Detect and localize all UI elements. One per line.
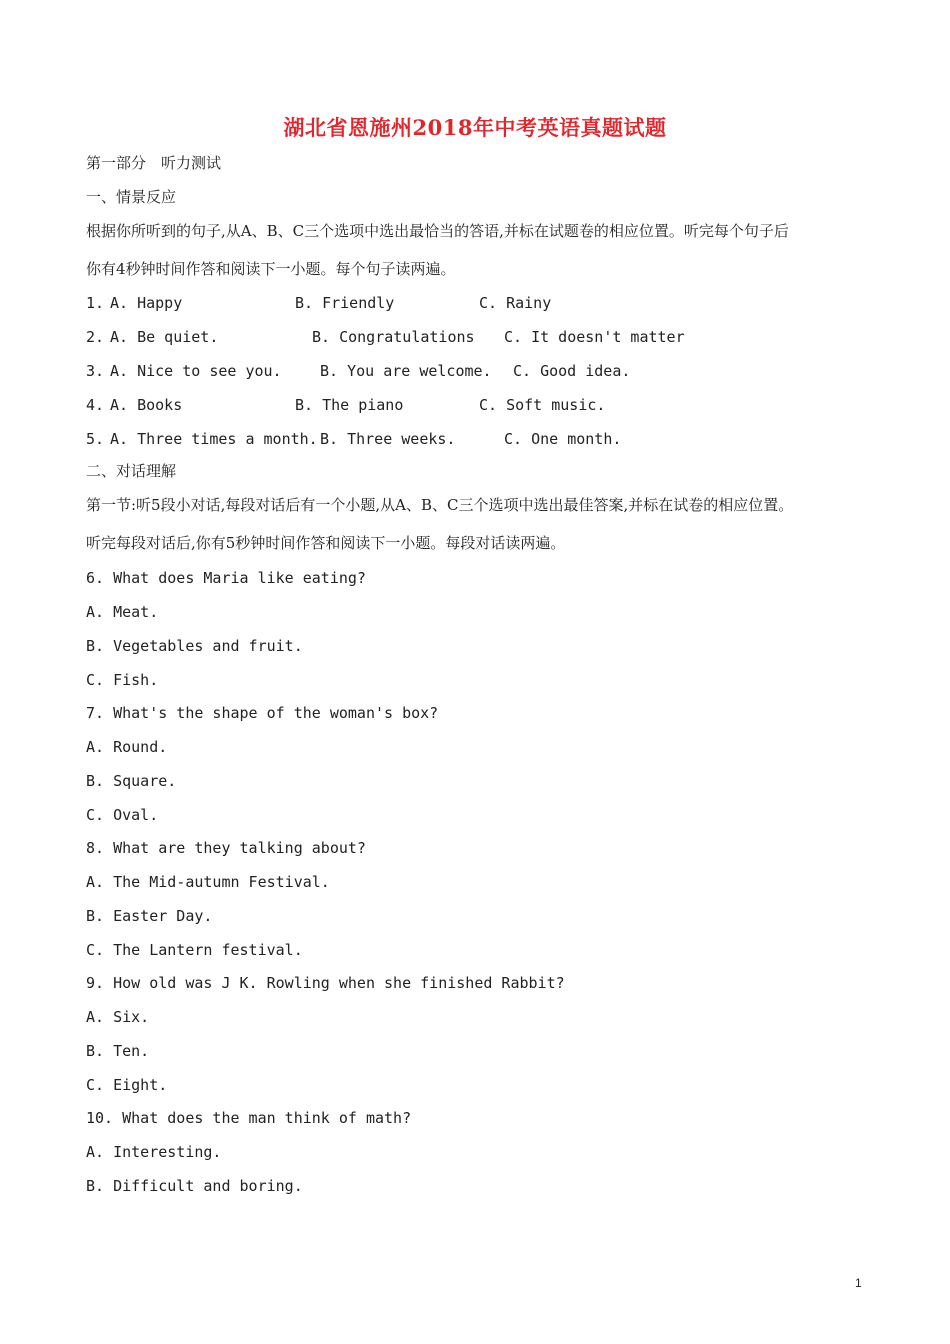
question-number: 2. (86, 328, 105, 346)
option-c: C. Fish. (86, 671, 159, 689)
option-a: A. Books (110, 396, 183, 414)
option-c: C. Eight. (86, 1076, 168, 1094)
part-heading: 第一部分 听力测试 (86, 154, 222, 172)
option-a: A. Round. (86, 738, 168, 756)
option-a: A. Nice to see you. (110, 362, 282, 380)
option-a: A. Interesting. (86, 1143, 222, 1161)
option-c: C. The Lantern festival. (86, 941, 303, 959)
question-9: 9. How old was J K. Rowling when she finished Rabbit? (86, 974, 565, 992)
option-b: B. Square. (86, 772, 177, 790)
page-number: 1 (855, 1276, 862, 1290)
option-b: B. Three weeks. (320, 430, 456, 448)
option-a: A. Happy (110, 294, 183, 312)
option-c: C. Oval. (86, 806, 159, 824)
question-number: 5. (86, 430, 105, 448)
option-c: C. Good idea. (513, 362, 631, 380)
document-title: 湖北省恩施州2018年中考英语真题试题 (283, 115, 667, 140)
option-c: C. Soft music. (479, 396, 606, 414)
section1-instruction-2: 你有4秒钟时间作答和阅读下一小题。每个句子读两遍。 (86, 260, 456, 278)
option-b: B. The piano (295, 396, 404, 414)
option-c: C. One month. (504, 430, 622, 448)
section2-instruction-2: 听完每段对话后,你有5秒钟时间作答和阅读下一小题。每段对话读两遍。 (86, 534, 566, 552)
option-a: A. Six. (86, 1008, 150, 1026)
question-number: 3. (86, 362, 105, 380)
option-a: A. The Mid-autumn Festival. (86, 873, 330, 891)
section2-heading: 二、对话理解 (86, 462, 177, 480)
section1-heading: 一、情景反应 (86, 188, 177, 206)
option-b: B. Friendly (295, 294, 395, 312)
option-b: B. Congratulations (312, 328, 475, 346)
option-a: A. Meat. (86, 603, 159, 621)
question-8: 8. What are they talking about? (86, 839, 366, 857)
option-b: B. Difficult and boring. (86, 1177, 303, 1195)
section2-instruction-1: 第一节:听5段小对话,每段对话后有一个小题,从A、B、C三个选项中选出最佳答案,并标在试卷的相应位置。 (86, 496, 794, 514)
option-b: B. Ten. (86, 1042, 150, 1060)
question-10: 10. What does the man think of math? (86, 1109, 412, 1127)
question-number: 4. (86, 396, 105, 414)
question-number: 1. (86, 294, 105, 312)
option-b: B. Easter Day. (86, 907, 213, 925)
option-c: C. It doesn't matter (504, 328, 685, 346)
section1-instruction-1: 根据你所听到的句子,从A、B、C三个选项中选出最恰当的答语,并标在试题卷的相应位置。听完每个句子后 (86, 222, 789, 240)
question-7: 7. What's the shape of the woman's box? (86, 704, 439, 722)
option-b: B. You are welcome. (320, 362, 492, 380)
option-a: A. Be quiet. (110, 328, 219, 346)
option-b: B. Vegetables and fruit. (86, 637, 303, 655)
question-6: 6. What does Maria like eating? (86, 569, 366, 587)
option-c: C. Rainy (479, 294, 552, 312)
option-a: A. Three times a month. (110, 430, 318, 448)
